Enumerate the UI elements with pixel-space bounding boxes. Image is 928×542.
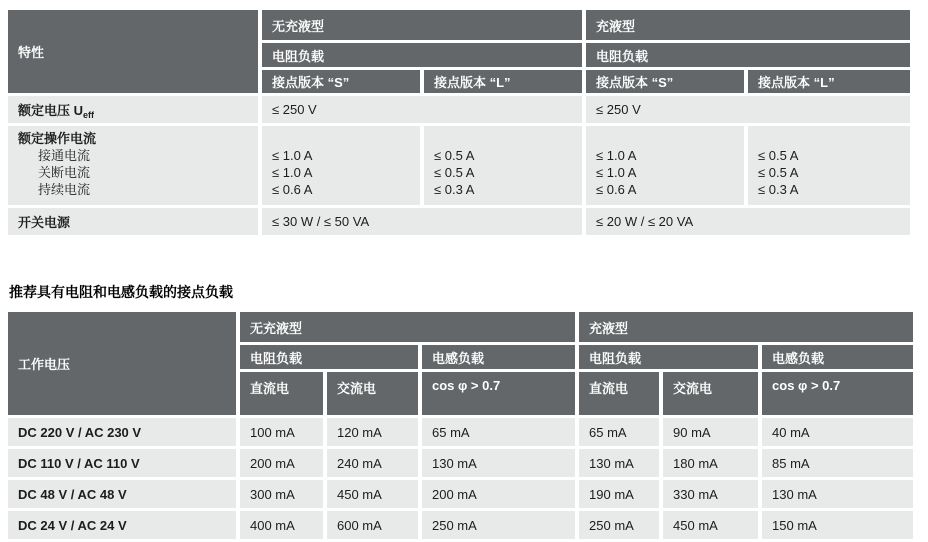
value-cell: 85 mA [762, 449, 913, 477]
value-cell: 130 mA [422, 449, 575, 477]
operating-current-label [8, 126, 258, 205]
value-cell: 130 mA [579, 449, 659, 477]
table2-inductive-header-unfilled: 电感负载 [422, 345, 575, 369]
switching-power-row [8, 208, 910, 235]
value-cell: 250 mA [579, 511, 659, 539]
table-row [8, 480, 913, 508]
table1-contact-version-s1: 接点版本 “S” [262, 70, 420, 93]
table2-type-header-unfilled: 无充液型 [240, 312, 575, 342]
table2-cosphi-header-unfilled: cos φ > 0.7 [422, 372, 575, 415]
characteristics-table [4, 7, 914, 238]
value-cell: 65 mA [422, 418, 575, 446]
voltage-row-label: DC 220 V / AC 230 V [8, 418, 236, 446]
table2-corner-header: 工作电压 [8, 312, 236, 415]
switch-off-current-label: 关断电流 [38, 165, 91, 180]
table2-cosphi-header-filled: cos φ > 0.7 [762, 372, 913, 415]
value-cell: 450 mA [663, 511, 758, 539]
value-cell: 40 mA [762, 418, 913, 446]
operating-current-row [8, 126, 910, 205]
table2-resistive-header-filled: 电阻负载 [579, 345, 758, 369]
value-cell: 90 mA [663, 418, 758, 446]
table2-dc-header-unfilled: 直流电 [240, 372, 323, 415]
table2-dc-header-filled: 直流电 [579, 372, 659, 415]
switching-power-label: 开关电源 [8, 208, 258, 235]
table2-inductive-header-filled: 电感负载 [762, 345, 913, 369]
operating-current-values-unfilled-l: ≤ 0.5 A ≤ 0.5 A ≤ 0.3 A [424, 126, 582, 205]
value-cell: 250 mA [422, 511, 575, 539]
value-cell: 200 mA [422, 480, 575, 508]
operating-current-values-filled-s: ≤ 1.0 A ≤ 1.0 A ≤ 0.6 A [586, 126, 744, 205]
rated-voltage-value-unfilled: ≤ 250 V [262, 96, 582, 123]
table1-contact-version-l2: 接点版本 “L” [748, 70, 910, 93]
value-cell: 600 mA [327, 511, 418, 539]
switching-power-value-unfilled: ≤ 30 W / ≤ 50 VA [262, 208, 582, 235]
rated-voltage-label [8, 96, 258, 123]
contact-load-table [4, 309, 917, 542]
value-cell: 240 mA [327, 449, 418, 477]
table-row [8, 449, 913, 477]
voltage-row-label: DC 24 V / AC 24 V [8, 511, 236, 539]
value-cell: 330 mA [663, 480, 758, 508]
value-cell: 65 mA [579, 418, 659, 446]
continuous-current-label: 持续电流 [38, 182, 91, 197]
switch-on-current-label: 接通电流 [38, 148, 91, 163]
rated-voltage-row [8, 96, 910, 123]
table2-ac-header-unfilled: 交流电 [327, 372, 418, 415]
table1-contact-version-s2: 接点版本 “S” [586, 70, 744, 93]
value-cell: 180 mA [663, 449, 758, 477]
value-cell: 200 mA [240, 449, 323, 477]
table1-load-header-filled: 电阻负载 [586, 43, 910, 67]
value-cell: 130 mA [762, 480, 913, 508]
value-cell: 100 mA [240, 418, 323, 446]
value-cell: 450 mA [327, 480, 418, 508]
value-cell: 150 mA [762, 511, 913, 539]
table2-ac-header-filled: 交流电 [663, 372, 758, 415]
table1-type-header-unfilled: 无充液型 [262, 10, 582, 40]
table1-corner-header: 特性 [8, 10, 258, 93]
switching-power-value-filled: ≤ 20 W / ≤ 20 VA [586, 208, 910, 235]
operating-current-title: 额定操作电流 [18, 131, 97, 146]
value-cell: 120 mA [327, 418, 418, 446]
table1-contact-version-l1: 接点版本 “L” [424, 70, 582, 93]
table-row [8, 511, 913, 539]
value-cell: 190 mA [579, 480, 659, 508]
value-cell: 300 mA [240, 480, 323, 508]
table2-type-header-filled: 充液型 [579, 312, 913, 342]
operating-current-values-filled-l: ≤ 0.5 A ≤ 0.5 A ≤ 0.3 A [748, 126, 910, 205]
table1-type-header-filled: 充液型 [586, 10, 910, 40]
table1-load-header-unfilled: 电阻负载 [262, 43, 582, 67]
table2-resistive-header-unfilled: 电阻负载 [240, 345, 418, 369]
rated-voltage-label-subscript: eff [83, 109, 95, 120]
voltage-row-label: DC 110 V / AC 110 V [8, 449, 236, 477]
table-row [8, 418, 913, 446]
section-title: 推荐具有电阻和电感负载的接点负载 [9, 284, 233, 300]
rated-voltage-value-filled: ≤ 250 V [586, 96, 910, 123]
rated-voltage-label-text: 额定电压 U [18, 102, 84, 118]
voltage-row-label: DC 48 V / AC 48 V [8, 480, 236, 508]
operating-current-values-unfilled-s: ≤ 1.0 A ≤ 1.0 A ≤ 0.6 A [262, 126, 420, 205]
value-cell: 400 mA [240, 511, 323, 539]
